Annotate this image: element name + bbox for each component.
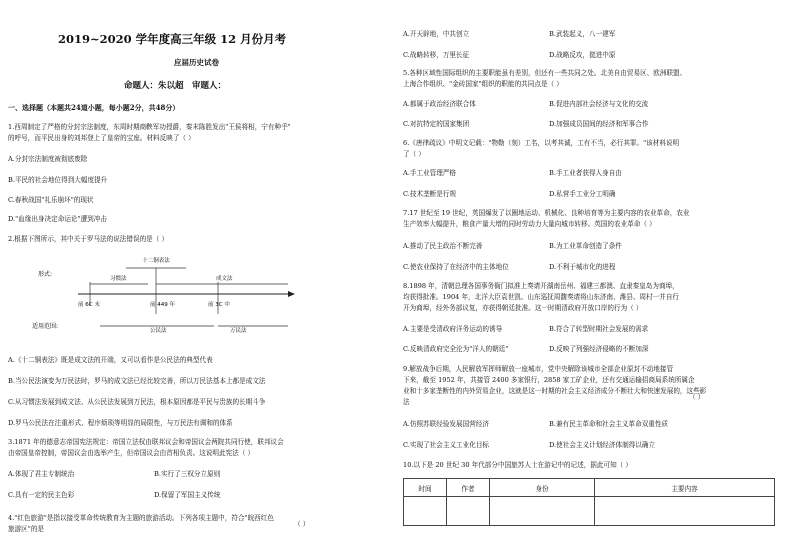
q2-option-d[interactable]: D.罗马公民法在注重形式、程序烦琐等明显的局限性，与万民法有调和的体系 — [8, 419, 233, 427]
diagram-gentium-law: 万民法 — [230, 328, 247, 334]
diagram-written-law: 成文法 — [216, 276, 233, 282]
table-row — [404, 497, 775, 526]
timeline-arrow-icon — [288, 291, 295, 297]
q1-stem-line2: 的呼号，而平民出身的刘邦登上了皇帝的宝座。材料反映了（ ） — [8, 134, 195, 142]
q10-stem: 10.以下是 20 世纪 30 年代部分中国旅苏人士在游记中的记述，据此可知（ ） — [403, 461, 632, 469]
q5-stem-line1: 5.各种区域性国际组织的主要职能虽有差别，但还有一些共同之处。北美自由贸易区、欧洲联盟、 — [403, 69, 687, 77]
q2-option-c[interactable]: C.从习惯法发展到成文法、从公民法发展到万民法，根本原因都是平民与贵族的长期斗争 — [8, 398, 266, 406]
roman-law-diagram — [8, 248, 383, 336]
diagram-twelve-tables: 十二铜表法 — [142, 258, 170, 264]
exam-subject: 应届历史试卷 — [174, 58, 219, 67]
q1-stem-line1: 1.西周制定了严格的分封宗法制度，东周时期商鞅军功授爵，秦末陈胜发出"王侯将相，宁有种乎" — [8, 123, 291, 131]
q1-option-c[interactable]: C.春秋战国"礼乐崩坏"的现状 — [8, 196, 94, 204]
diagram-label-scope: 适用范围: — [32, 323, 59, 330]
q9-stem-line3: 业和十多家垄断性的内外贸易企业，这就是这一时期的社会主义经济成分不断壮大和快速发展的，这些影 — [403, 387, 707, 395]
q1-option-b[interactable]: B.平民的社会地位得到大幅度提升 — [8, 176, 108, 184]
exam-authors: 命题人：朱以超 审题人： — [124, 81, 227, 91]
q8-option-d[interactable]: D.反映了列强经济侵略的不断加深 — [549, 345, 649, 353]
q2-option-b[interactable]: B.当公民法演变为万民法时，罗马的成文法已经比较完善，所以万民法基本上都是成文法 — [8, 377, 266, 385]
q5-option-c[interactable]: C.对抗特定的国家集团 — [403, 120, 470, 128]
q8-option-c[interactable]: C.反映清政府完全沦为"洋人的朝廷" — [403, 345, 509, 353]
table-header-time: 时间 — [404, 479, 447, 497]
q10-table — [403, 478, 775, 526]
q9-option-c[interactable]: C.实现了社会主义工业化目标 — [403, 441, 490, 449]
q3-option-a[interactable]: A.体现了君主专制统治 — [8, 470, 75, 478]
q7-option-d[interactable]: D.不利于城市化的进程 — [549, 263, 616, 271]
q2-stem: 2.根据下图所示，其中关于罗马法的说法错误的是（ ） — [8, 235, 169, 243]
diagram-label-form: 形式: — [38, 271, 53, 278]
table-header-identity: 身份 — [490, 479, 595, 497]
q7-option-a[interactable]: A.推动了民主政治不断完善 — [403, 242, 483, 250]
diagram-bc449: 前 449 年 — [150, 302, 175, 308]
table-header-author: 作者 — [447, 479, 490, 497]
q3-option-b[interactable]: B.实行了三权分立原则 — [154, 470, 221, 478]
q2-option-a[interactable]: A.《十二铜表法》既是成文法的开端，又可以看作是公民法的典型代表 — [8, 356, 213, 364]
q3-option-c[interactable]: C.具有一定的民主色彩 — [8, 491, 75, 499]
exam-title: 2019~2020 学年度高三年级 12 月份月考 — [58, 32, 287, 46]
q8-stem-line3: 开为商埠，经外务部议复，亦获得朝廷批准。这一时期清政府开放口岸的行为（ ） — [403, 304, 643, 312]
q8-option-b[interactable]: B.符合了转型时期社会发展的需求 — [549, 325, 649, 333]
q3-option-d[interactable]: D.保留了军国主义传统 — [154, 491, 221, 499]
diagram-citizen-law: 公民法 — [150, 328, 167, 334]
q6-stem-line2: 了（ ） — [403, 150, 425, 158]
q3-stem-line2: 由帝国皇帝控制，帝国议会由选举产生，但帝国议会由首相负责。这说明此宪法（ ） — [8, 449, 255, 457]
section-heading: 一、选择题（本题共24道小题，每小题2分，共48分） — [8, 103, 180, 112]
q4-option-a[interactable]: A.开天辟地，中共创立 — [403, 30, 470, 38]
q4-answer-paren: （ ） — [294, 520, 310, 528]
q7-option-b[interactable]: B.为工业革命创造了条件 — [549, 242, 622, 250]
q6-option-a[interactable]: A.手工业管理严格 — [403, 169, 457, 177]
q7-stem-line2: 生产效率大幅提升，粮食产量大增的同时劳动力大量向城市转移。英国的农业革命（ ） — [403, 220, 656, 228]
q4-stem-line1: 4."红色旅游"是指以接受革命传统教育为主题的旅游活动。下列各项主题中，符合"皖西红色 — [8, 514, 274, 522]
q1-option-a[interactable]: A.分封宗法制度被彻底废除 — [8, 155, 88, 163]
table-header-row — [404, 479, 775, 497]
q8-stem-line1: 8.1898 年，清朝总理各国事务衙门拟准上奏请开湖南岳州、福建三都澳、直隶秦皇岛为商埠， — [403, 282, 679, 290]
q4-option-b[interactable]: B.武装起义，八一建军 — [549, 30, 616, 38]
q8-option-a[interactable]: A.主要是受清政府洋务运动的诱导 — [403, 325, 503, 333]
q7-stem-line1: 7.17 世纪至 19 世纪，英国爆发了以圈地运动、机械化、良种培育等为主要内容的农业革命，农业 — [403, 209, 690, 217]
q9-option-b[interactable]: B.兼有民主革命和社会主义革命双重性质 — [549, 420, 669, 428]
q5-option-a[interactable]: A.都属于政治经济联合体 — [403, 100, 476, 108]
q4-option-d[interactable]: D.战略反攻，挺进中原 — [549, 51, 616, 59]
table-header-content: 主要内容 — [595, 479, 775, 497]
q6-option-d[interactable]: D.私营手工业分工明确 — [549, 190, 616, 198]
q6-option-c[interactable]: C.技术垄断是行规 — [403, 190, 457, 198]
q5-stem-line2: 上海合作组织、"金砖国家"组织的职能的共同点是（ ） — [403, 80, 563, 88]
q6-stem-line1: 6.《唐律疏议》中明文记载："物勒（刻）工名，以考其诚，工有不当，必行其罪。"该材料说明 — [403, 139, 680, 147]
q9-stem-line2: 下来，截至 1952 年，共接管 2400 多家银行，2858 家工矿企业，还有交通运输招商局系统所属企 — [403, 376, 695, 384]
q4-stem-line2: 旅游区"的是 — [8, 525, 45, 533]
q9-stem-line4: 法 — [403, 398, 410, 406]
q8-stem-line2: 均获得批准。1904 年，北洋大臣袁世凯、山东巡抚周馥奏请将山东济南、潍县、周村一并自行 — [403, 293, 680, 301]
diagram-bc3: 前 3C 中 — [208, 302, 230, 308]
q5-option-d[interactable]: D.加强成员国间的经济和军事合作 — [549, 120, 649, 128]
left-column — [8, 0, 383, 560]
q9-stem-line1: 9.解放战争后期，人民解放军挥师解放一座城市，党中央解除该城市全部企业原封不动地接管 — [403, 365, 674, 373]
diagram-customary-law: 习惯法 — [110, 276, 127, 282]
q3-stem-line1: 3.1871 年的德意志帝国宪法规定：帝国立法权由联邦议会和帝国议会两院共同行使，联邦议会 — [8, 438, 284, 446]
q9-option-d[interactable]: D.使社会主义计划经济体制得以确立 — [549, 441, 656, 449]
q1-option-d[interactable]: D."血缘出身决定命运论"遭到冲击 — [8, 215, 107, 223]
q5-option-b[interactable]: B.促进内部社会经济与文化的交流 — [549, 100, 649, 108]
q7-option-c[interactable]: C.使农业保持了在经济中的主体地位 — [403, 263, 509, 271]
q4-option-c[interactable]: C.战略转移，万里长征 — [403, 51, 470, 59]
q6-option-b[interactable]: B.手工业者获得人身自由 — [549, 169, 622, 177]
q9-answer-paren: （ ） — [689, 393, 705, 401]
q9-option-a[interactable]: A.仿照苏联经验发展国营经济 — [403, 420, 489, 428]
right-column — [403, 0, 778, 560]
diagram-bc6: 前 6C 末 — [78, 302, 100, 308]
